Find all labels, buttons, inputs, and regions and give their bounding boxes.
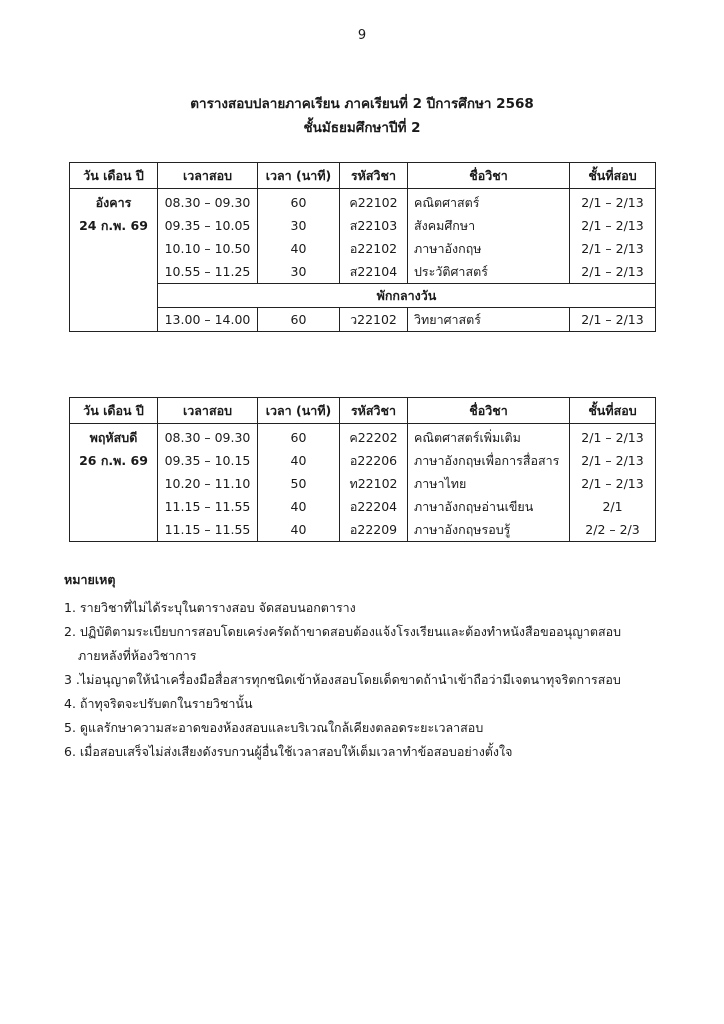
header-duration: เวลา (นาที) — [258, 398, 340, 424]
table-header-row — [70, 398, 656, 424]
header-code: รหัสวิชา — [340, 398, 408, 424]
exam-time: 11.15 – 11.55 — [158, 518, 258, 542]
table-row — [70, 472, 656, 495]
exam-date: 26 ก.พ. 69 — [70, 449, 158, 472]
table-row — [70, 424, 656, 450]
exam-table-thursday — [69, 397, 656, 542]
note-item-continuation: ภายหลังที่ห้องวิชาการ — [78, 648, 197, 663]
note-item: 6. เมื่อสอบเสร็จไม่ส่งเสียงดังรบกวนผู้อื่นใช้เวลาสอบให้เต็มเวลาทำข้อสอบอย่างตั้งใจ — [64, 744, 513, 759]
exam-subject: ภาษาไทย — [408, 472, 570, 495]
table-row — [70, 449, 656, 472]
exam-duration: 60 — [258, 308, 340, 332]
note-item: 5. ดูแลรักษาความสะอาดของห้องสอบและบริเวณใกล้เคียงตลอดระยะเวลาสอบ — [64, 720, 484, 735]
exam-duration: 40 — [258, 518, 340, 542]
exam-table-tuesday — [69, 162, 656, 332]
exam-day: อังคาร — [70, 189, 158, 215]
lunch-break-label: พักกลางวัน — [158, 284, 656, 308]
exam-code: อ22102 — [340, 237, 408, 260]
exam-room: 2/2 – 2/3 — [570, 518, 656, 542]
table-row — [70, 189, 656, 215]
exam-code: ส22104 — [340, 260, 408, 284]
exam-subject: คณิตศาสตร์ — [408, 189, 570, 215]
exam-time: 10.20 – 11.10 — [158, 472, 258, 495]
exam-room: 2/1 — [570, 495, 656, 518]
table-row — [70, 260, 656, 284]
exam-time: 11.15 – 11.55 — [158, 495, 258, 518]
note-item: 3 .ไม่อนุญาตให้นำเครื่องมือสื่อสารทุกชนิดเข้าห้องสอบโดยเด็ดขาดถ้านำเข้าถือว่ามีเจตนาทุจริตการสอบ — [64, 672, 621, 687]
header-date: วัน เดือน ปี — [70, 398, 158, 424]
header-room: ชั้นที่สอบ — [570, 398, 656, 424]
table-header-row — [70, 163, 656, 189]
note-item: 4. ถ้าทุจริตจะปรับตกในรายวิชานั้น — [64, 696, 253, 711]
header-date: วัน เดือน ปี — [70, 163, 158, 189]
exam-code: ค22202 — [340, 424, 408, 450]
exam-time: 08.30 – 09.30 — [158, 189, 258, 215]
header-time: เวลาสอบ — [158, 398, 258, 424]
exam-subject: ภาษาอังกฤษรอบรู้ — [408, 518, 570, 542]
header-subject: ชื่อวิชา — [408, 398, 570, 424]
exam-time: 10.10 – 10.50 — [158, 237, 258, 260]
exam-room: 2/1 – 2/13 — [570, 189, 656, 215]
exam-code: ว22102 — [340, 308, 408, 332]
table-row — [70, 214, 656, 237]
exam-code: อ22204 — [340, 495, 408, 518]
exam-day: พฤหัสบดี — [70, 424, 158, 450]
exam-subject: ประวัติศาสตร์ — [408, 260, 570, 284]
exam-date: 24 ก.พ. 69 — [70, 214, 158, 237]
page-number: 9 — [357, 28, 367, 43]
notes-title: หมายเหตุ — [64, 572, 116, 587]
exam-time: 13.00 – 14.00 — [158, 308, 258, 332]
exam-code: ส22103 — [340, 214, 408, 237]
exam-room: 2/1 – 2/13 — [570, 424, 656, 450]
exam-room: 2/1 – 2/13 — [570, 237, 656, 260]
exam-subject: ภาษาอังกฤษ — [408, 237, 570, 260]
note-item: 2. ปฏิบัติตามระเบียบการสอบโดยเคร่งครัดถ้าขาดสอบต้องแจ้งโรงเรียนและต้องทำหนังสือขออนุญาตสอบ — [64, 624, 622, 639]
notes-section — [64, 570, 664, 764]
page-subtitle: ชั้นมัธยมศึกษาปีที่ 2 — [303, 120, 421, 136]
header-time: เวลาสอบ — [158, 163, 258, 189]
exam-duration: 60 — [258, 189, 340, 215]
exam-room: 2/1 – 2/13 — [570, 260, 656, 284]
page-title: ตารางสอบปลายภาคเรียน ภาคเรียนที่ 2 ปีการศึกษา 2568 — [190, 96, 534, 112]
header-code: รหัสวิชา — [340, 163, 408, 189]
note-item: 1. รายวิชาที่ไม่ได้ระบุในตารางสอบ จัดสอบนอกตาราง — [64, 600, 356, 615]
exam-duration: 40 — [258, 237, 340, 260]
exam-room: 2/1 – 2/13 — [570, 214, 656, 237]
exam-room: 2/1 – 2/13 — [570, 449, 656, 472]
exam-subject: คณิตศาสตร์เพิ่มเติม — [408, 424, 570, 450]
exam-duration: 40 — [258, 495, 340, 518]
header-duration: เวลา (นาที) — [258, 163, 340, 189]
exam-duration: 30 — [258, 214, 340, 237]
header-subject: ชื่อวิชา — [408, 163, 570, 189]
table-row — [70, 237, 656, 260]
exam-time: 10.55 – 11.25 — [158, 260, 258, 284]
exam-duration: 50 — [258, 472, 340, 495]
exam-room: 2/1 – 2/13 — [570, 472, 656, 495]
exam-subject: ภาษาอังกฤษเพื่อการสื่อสาร — [408, 449, 570, 472]
exam-time: 09.35 – 10.05 — [158, 214, 258, 237]
exam-subject: สังคมศึกษา — [408, 214, 570, 237]
lunch-break-row — [70, 284, 656, 308]
exam-code: ท22102 — [340, 472, 408, 495]
exam-subject: วิทยาศาสตร์ — [408, 308, 570, 332]
exam-subject: ภาษาอังกฤษอ่านเขียน — [408, 495, 570, 518]
table-row — [70, 308, 656, 332]
table-row — [70, 495, 656, 518]
exam-code: ค22102 — [340, 189, 408, 215]
exam-code: อ22206 — [340, 449, 408, 472]
exam-duration: 60 — [258, 424, 340, 450]
table-row — [70, 518, 656, 542]
exam-duration: 40 — [258, 449, 340, 472]
exam-time: 08.30 – 09.30 — [158, 424, 258, 450]
exam-duration: 30 — [258, 260, 340, 284]
exam-time: 09.35 – 10.15 — [158, 449, 258, 472]
exam-code: อ22209 — [340, 518, 408, 542]
header-room: ชั้นที่สอบ — [570, 163, 656, 189]
exam-room: 2/1 – 2/13 — [570, 308, 656, 332]
